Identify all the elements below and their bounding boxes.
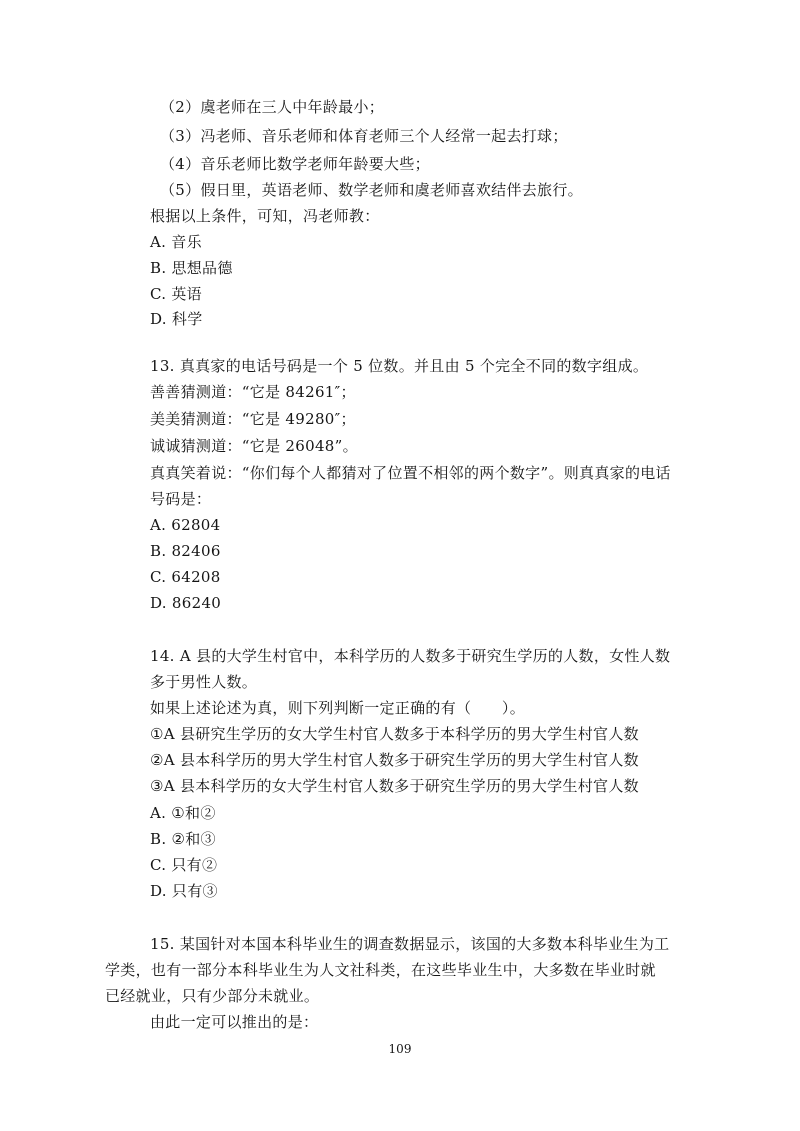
- q13-guess-1: 善善猜测道：“它是 84261″；: [150, 383, 356, 401]
- q12-option-c: C. 英语: [150, 285, 202, 303]
- q13-option-c: C. 64208: [150, 568, 221, 586]
- q13-stem: 13. 真真家的电话号码是一个 5 位数。并且由 5 个完全不同的数字组成。: [150, 357, 649, 375]
- q14-prompt: 如果上述论述为真，则下列判断一定正确的有（ ）。: [150, 699, 526, 717]
- q12-option-a: A. 音乐: [150, 233, 202, 251]
- q12-option-d: D. 科学: [150, 310, 203, 328]
- q14-option-b: B. ②和③: [150, 830, 216, 848]
- q12-prompt: 根据以上条件，可知，冯老师教：: [150, 207, 380, 225]
- q12-condition-3: （3）冯老师、音乐老师和体育老师三个人经常一起去打球；: [160, 127, 568, 145]
- q15-stem-line3: 已经就业，只有少部分未就业。: [105, 987, 320, 1005]
- q14-statement-1: ①A 县研究生学历的女大学生村官人数多于本科学历的男大学生村官人数: [150, 725, 639, 743]
- q14-option-d: D. 只有③: [150, 882, 218, 900]
- q13-statement-line1: 真真笑着说：“你们每个人都猜对了位置不相邻的两个数字”。则真真家的电话: [150, 464, 671, 482]
- q15-stem-line2: 学类，也有一部分本科毕业生为人文社科类，在这些毕业生中，大多数在毕业时就: [105, 961, 656, 979]
- q14-stem-line1: 14. A 县的大学生村官中，本科学历的人数多于研究生学历的人数，女性人数: [150, 647, 671, 665]
- q12-condition-4: （4）音乐老师比数学老师年龄要大些；: [160, 155, 430, 173]
- q14-option-c: C. 只有②: [150, 856, 218, 874]
- q14-statement-2: ②A 县本科学历的男大学生村官人数多于研究生学历的男大学生村官人数: [150, 751, 639, 769]
- q13-option-d: D. 86240: [150, 594, 222, 612]
- q14-option-a: A. ①和②: [150, 804, 216, 822]
- q14-stem-line2: 多于男性人数。: [150, 673, 258, 691]
- q13-guess-2: 美美猜测道：“它是 49280″；: [150, 410, 356, 428]
- q13-option-b: B. 82406: [150, 542, 221, 560]
- q13-statement-line2: 号码是：: [150, 490, 212, 508]
- page-number: 109: [388, 1042, 412, 1056]
- q15-stem-line1: 15. 某国针对本国本科毕业生的调查数据显示，该国的大多数本科毕业生为工: [150, 935, 670, 953]
- q15-prompt: 由此一定可以推出的是：: [150, 1013, 319, 1031]
- q13-guess-3: 诚诚猜测道：“它是 26048”。: [150, 437, 358, 455]
- q12-option-b: B. 思想品德: [150, 259, 233, 277]
- q13-option-a: A. 62804: [150, 516, 221, 534]
- q14-statement-3: ③A 县本科学历的女大学生村官人数多于研究生学历的男大学生村官人数: [150, 777, 639, 795]
- q12-condition-5: （5）假日里，英语老师、数学老师和虞老师喜欢结伴去旅行。: [160, 181, 583, 199]
- q12-condition-2: （2）虞老师在三人中年龄最小；: [160, 98, 385, 116]
